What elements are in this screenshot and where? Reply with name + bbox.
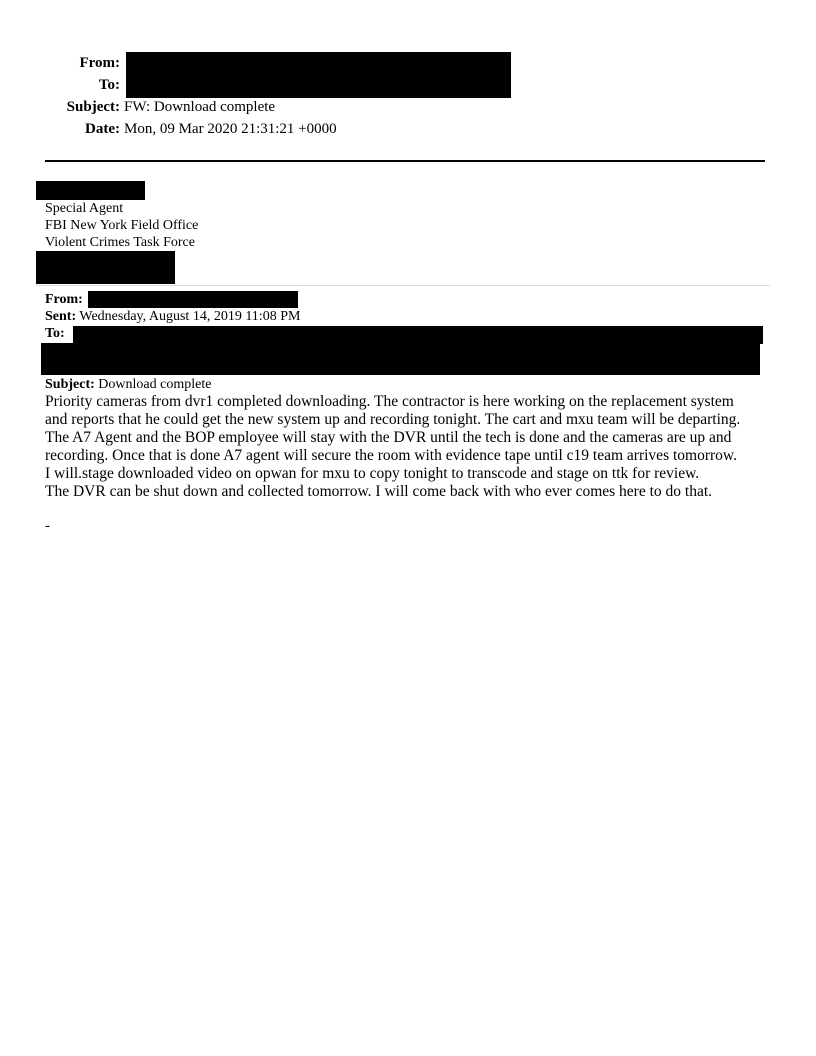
- redaction-forwarded-to-line1: [73, 326, 763, 344]
- forwarded-from: [45, 291, 83, 308]
- forwarded-sent-label: Sent:: [45, 309, 77, 324]
- forwarded-subject: [45, 376, 211, 393]
- forwarded-from-label: From:: [45, 292, 83, 307]
- forwarded-subject-label: Subject:: [45, 377, 95, 392]
- redaction-contact-info: [36, 251, 175, 284]
- header-subject-label: Subject:: [66, 99, 120, 115]
- redaction-forwarded-to-line2: [41, 343, 760, 375]
- forward-divider: [36, 285, 770, 286]
- header-date-label: Date:: [85, 121, 120, 137]
- forwarded-to: [45, 325, 65, 342]
- forwarded-sent: [45, 308, 300, 325]
- forwarded-subject-value: Download complete: [98, 377, 212, 392]
- header-subject-value: FW: Download complete: [124, 99, 276, 115]
- header-date-value: Mon, 09 Mar 2020 21:31:21 +0000: [124, 121, 337, 137]
- redaction-forwarded-from: [88, 291, 298, 308]
- header-divider: [45, 160, 765, 162]
- signature-office: FBI New York Field Office: [45, 218, 199, 233]
- body-line: The DVR can be shut down and collected tomorrow. I will come back with who ever comes here to do that.: [45, 483, 713, 500]
- forwarded-sent-value: Wednesday, August 14, 2019 11:08 PM: [79, 309, 301, 324]
- body-line: recording. Once that is done A7 agent will secure the room with evidence tape until c19 team arrives tomorrow.: [45, 447, 737, 464]
- redaction-header-from-to: [126, 52, 511, 98]
- signature-title: Special Agent: [45, 201, 124, 216]
- header-to-label: To:: [98, 77, 120, 93]
- body-line: Priority cameras from dvr1 completed downloading. The contractor is here working on the replacement system: [45, 393, 734, 410]
- signature-unit: Violent Crimes Task Force: [45, 235, 195, 250]
- body-trailing-dash: -: [45, 518, 50, 534]
- body-line: I will.stage downloaded video on opwan for mxu to copy tonight to transcode and stage on ttk for review.: [45, 465, 700, 482]
- header-from-label: From:: [79, 55, 120, 71]
- forwarded-to-label: To:: [45, 326, 65, 341]
- body-line: and reports that he could get the new system up and recording tonight. The cart and mxu team will be departing.: [45, 411, 741, 428]
- message-body: [45, 393, 767, 501]
- body-line: The A7 Agent and the BOP employee will stay with the DVR until the tech is done and the cameras are up and: [45, 429, 732, 446]
- redaction-sender-name: [36, 181, 145, 200]
